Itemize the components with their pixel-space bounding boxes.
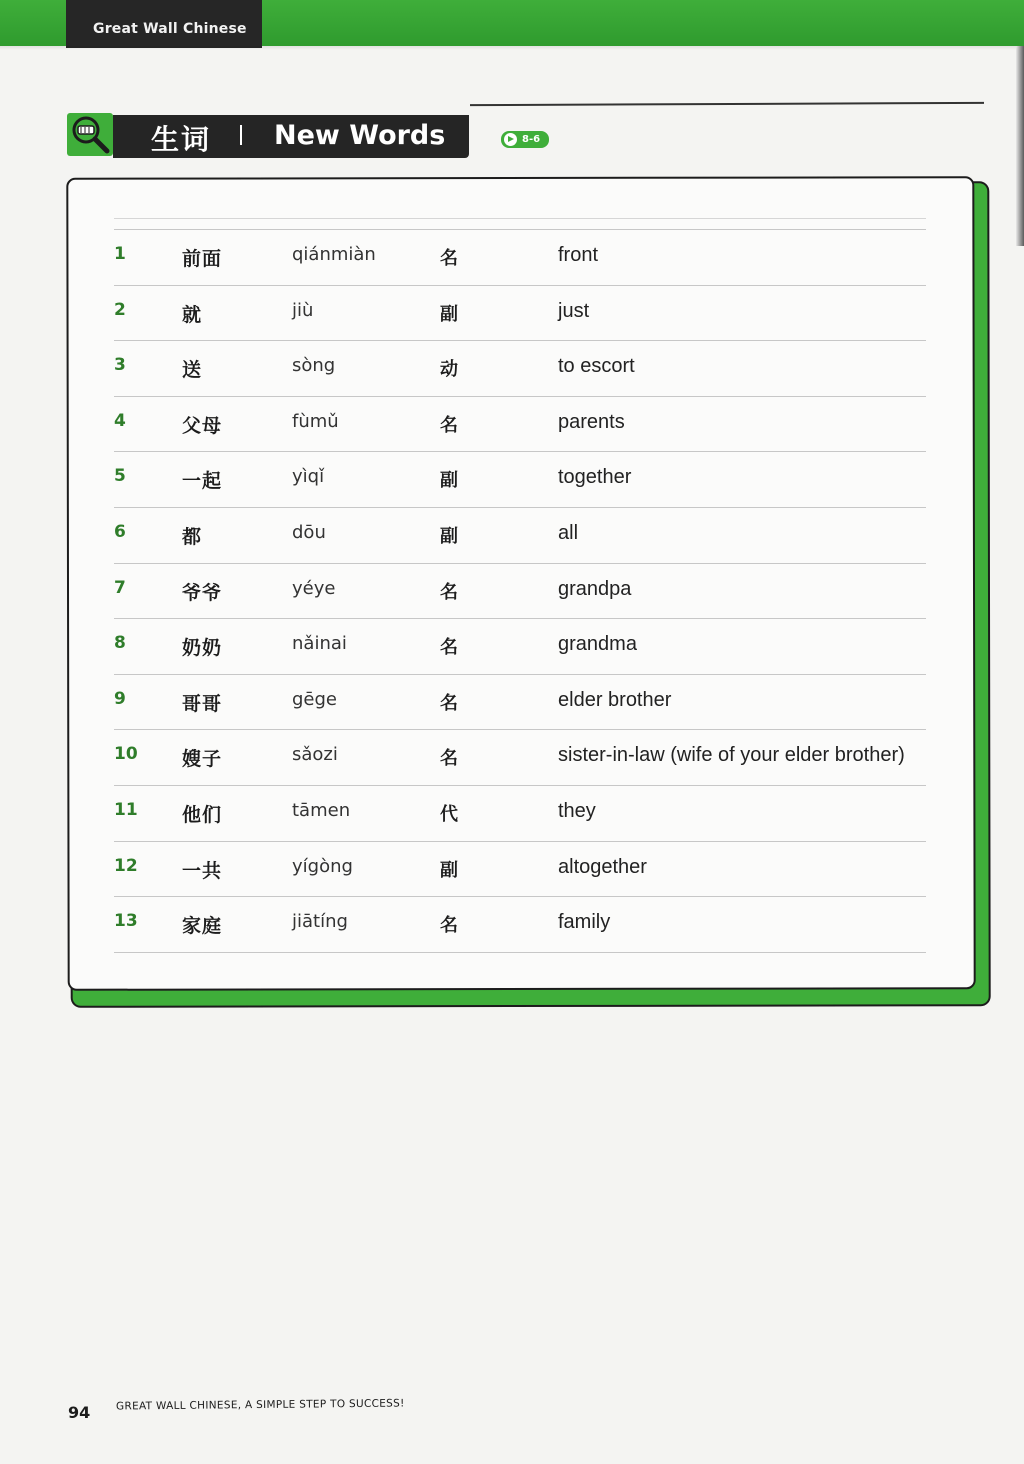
word-hanzi: 父母 <box>182 414 223 437</box>
word-number: 9 <box>114 688 126 709</box>
vocabulary-list <box>114 229 926 953</box>
word-part-of-speech: 名 <box>440 248 458 269</box>
word-number: 4 <box>114 410 126 431</box>
list-item <box>114 729 926 785</box>
word-part-of-speech: 代 <box>440 803 458 825</box>
word-meaning: front <box>558 244 599 266</box>
word-number: 10 <box>114 744 138 765</box>
word-hanzi: 他们 <box>182 803 223 826</box>
word-part-of-speech: 名 <box>440 748 458 770</box>
list-item <box>114 507 926 563</box>
section-title-en: New Words <box>274 120 446 151</box>
word-pinyin: jiù <box>292 299 314 321</box>
word-part-of-speech: 名 <box>440 414 458 436</box>
word-pinyin: yígòng <box>292 855 353 877</box>
word-number: 3 <box>114 355 126 376</box>
word-pinyin: gēge <box>292 688 337 710</box>
page-edge <box>1016 46 1024 246</box>
word-meaning: altogether <box>558 855 647 878</box>
word-meaning: just <box>558 299 590 322</box>
word-meaning: elder brother <box>558 688 672 711</box>
word-number: 11 <box>114 799 138 820</box>
word-hanzi: 一起 <box>182 470 223 493</box>
list-item <box>114 285 926 341</box>
title-separator <box>240 125 242 145</box>
word-hanzi: 前面 <box>182 248 223 270</box>
series-tab <box>66 0 262 48</box>
header-rule <box>470 102 984 106</box>
list-item <box>114 896 926 953</box>
word-part-of-speech: 名 <box>440 581 458 603</box>
word-pinyin: sǎozi <box>292 744 338 766</box>
word-part-of-speech: 副 <box>440 470 458 492</box>
word-part-of-speech: 副 <box>440 303 458 325</box>
word-meaning: family <box>558 911 611 934</box>
word-hanzi: 都 <box>182 525 203 548</box>
word-pinyin: dōu <box>292 521 326 543</box>
word-meaning: sister-in-law (wife of your elder brother) <box>558 744 905 767</box>
magnifier-icon <box>67 113 113 156</box>
list-item <box>114 451 926 507</box>
word-pinyin: sòng <box>292 355 336 377</box>
word-number: 1 <box>114 244 126 264</box>
word-meaning: grandpa <box>558 577 632 600</box>
word-part-of-speech: 动 <box>440 359 458 381</box>
word-hanzi: 哥哥 <box>182 692 223 715</box>
word-pinyin: qiánmiàn <box>292 244 376 265</box>
word-number: 6 <box>114 521 126 542</box>
word-part-of-speech: 名 <box>440 692 458 714</box>
word-part-of-speech: 副 <box>440 859 458 881</box>
word-hanzi: 送 <box>182 359 203 382</box>
list-item <box>114 229 926 285</box>
word-number: 8 <box>114 633 126 654</box>
top-rule <box>114 218 926 219</box>
play-icon <box>504 133 517 146</box>
word-number: 2 <box>114 299 126 320</box>
word-number: 13 <box>114 911 138 932</box>
word-hanzi: 家庭 <box>182 915 223 938</box>
word-hanzi: 一共 <box>182 859 223 882</box>
word-meaning: all <box>558 521 579 544</box>
list-item <box>114 674 926 730</box>
section-header <box>67 113 469 158</box>
list-item <box>114 563 926 619</box>
word-hanzi: 就 <box>182 303 203 326</box>
word-meaning: parents <box>558 410 625 433</box>
word-part-of-speech: 副 <box>440 525 458 547</box>
list-item <box>114 340 926 396</box>
section-title-zh: 生词 <box>151 123 212 156</box>
word-hanzi: 奶奶 <box>182 637 223 660</box>
footer-tagline: GREAT WALL CHINESE, A SIMPLE STEP TO SUCCESS! <box>115 1397 405 1413</box>
word-hanzi: 爷爷 <box>182 581 223 604</box>
word-meaning: to escort <box>558 355 635 378</box>
word-meaning: grandma <box>558 633 637 656</box>
audio-track-number: 8-6 <box>522 134 541 145</box>
word-number: 5 <box>114 466 126 487</box>
word-part-of-speech: 名 <box>440 915 458 937</box>
list-item <box>114 396 926 452</box>
word-pinyin: yéye <box>292 577 336 599</box>
list-item <box>114 785 926 841</box>
word-pinyin: jiātíng <box>292 911 348 933</box>
list-item <box>114 618 926 674</box>
word-meaning: they <box>558 799 596 822</box>
banner-shadow <box>0 46 1024 50</box>
word-meaning: together <box>558 466 632 489</box>
word-pinyin: yìqǐ <box>292 466 325 488</box>
word-hanzi: 嫂子 <box>182 748 223 771</box>
word-pinyin: fùmǔ <box>292 410 339 432</box>
word-number: 7 <box>114 577 126 598</box>
word-number: 12 <box>114 855 138 876</box>
word-pinyin: nǎinai <box>292 633 347 655</box>
audio-track-badge[interactable] <box>501 131 549 148</box>
word-pinyin: tāmen <box>292 799 351 821</box>
word-part-of-speech: 名 <box>440 637 458 659</box>
page-number: 94 <box>68 1403 91 1422</box>
list-item <box>114 841 926 897</box>
series-title: Great Wall Chinese <box>93 21 247 37</box>
